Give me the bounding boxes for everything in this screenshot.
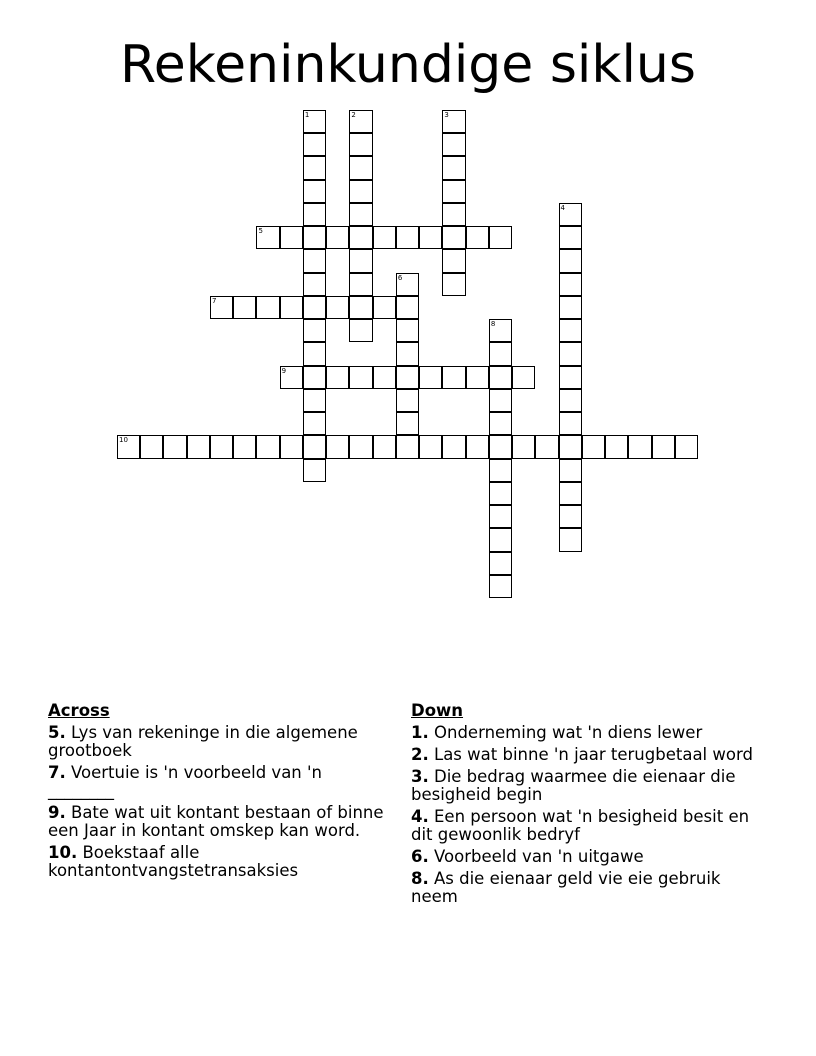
grid-cell[interactable] (349, 435, 372, 458)
grid-cell[interactable] (280, 296, 303, 319)
grid-cell[interactable] (210, 435, 233, 458)
grid-cell[interactable] (373, 435, 396, 458)
grid-cell[interactable] (326, 435, 349, 458)
cell-number: 9 (281, 366, 287, 375)
across-clue-5 (48, 724, 388, 760)
grid-cell[interactable] (396, 435, 419, 458)
grid-cell[interactable] (582, 435, 605, 458)
grid-cell[interactable] (210, 296, 233, 319)
grid-cell[interactable] (489, 435, 512, 458)
clue-text: Las wat binne 'n jaar terugbetaal word (434, 745, 753, 764)
down-clue-2 (411, 746, 756, 764)
grid-cell[interactable] (187, 435, 210, 458)
grid-cell[interactable] (442, 180, 465, 203)
grid-cell[interactable] (419, 226, 442, 249)
clue-number: 4. (411, 807, 429, 826)
grid-cell[interactable] (303, 273, 326, 296)
grid-cell[interactable] (303, 226, 326, 249)
grid-cell[interactable] (303, 110, 326, 133)
grid-cell[interactable] (396, 412, 419, 435)
across-clue-10 (48, 844, 388, 880)
clue-number: 7. (48, 763, 66, 782)
grid-cell[interactable] (489, 528, 512, 551)
cell-number: 6 (397, 273, 403, 282)
grid-cell[interactable] (303, 296, 326, 319)
grid-cell[interactable] (442, 156, 465, 179)
clue-text: As die eienaar geld vie eie gebruik neem (411, 869, 721, 906)
cell-number: 5 (258, 227, 263, 236)
grid-cell[interactable] (442, 226, 465, 249)
grid-cell[interactable] (396, 273, 419, 296)
grid-cell[interactable] (303, 342, 326, 365)
grid-cell[interactable] (442, 366, 465, 389)
grid-cell[interactable] (349, 296, 372, 319)
grid-cell[interactable] (559, 273, 582, 296)
grid-cell[interactable] (489, 389, 512, 412)
grid-cell[interactable] (559, 435, 582, 458)
grid-cell[interactable] (489, 459, 512, 482)
grid-cell[interactable] (605, 435, 628, 458)
grid-cell[interactable] (442, 435, 465, 458)
grid-cell[interactable] (349, 319, 372, 342)
grid-cell[interactable] (559, 366, 582, 389)
grid-cell[interactable] (489, 366, 512, 389)
grid-cell[interactable] (349, 110, 372, 133)
grid-cell[interactable] (349, 156, 372, 179)
clue-number: 6. (411, 847, 429, 866)
across-heading: Across (48, 701, 110, 720)
grid-cell[interactable] (373, 226, 396, 249)
grid-cell[interactable] (303, 203, 326, 226)
grid-cell[interactable] (466, 435, 489, 458)
clue-number: 8. (411, 869, 429, 888)
down-clues (411, 702, 756, 910)
grid-cell[interactable] (489, 412, 512, 435)
grid-cell[interactable] (303, 249, 326, 272)
grid-cell[interactable] (512, 435, 535, 458)
grid-cell[interactable] (559, 528, 582, 551)
grid-cell[interactable] (256, 226, 279, 249)
clue-text: Onderneming wat 'n diens lewer (434, 723, 703, 742)
down-heading: Down (411, 701, 464, 720)
grid-cell[interactable] (466, 226, 489, 249)
grid-cell[interactable] (349, 203, 372, 226)
clue-number: 1. (411, 723, 429, 742)
grid-cell[interactable] (280, 435, 303, 458)
grid-cell[interactable] (303, 412, 326, 435)
grid-cell[interactable] (559, 412, 582, 435)
grid-cell[interactable] (559, 389, 582, 412)
clue-number: 5. (48, 723, 66, 742)
cell-number: 8 (490, 320, 496, 329)
clue-text: Die bedrag waarmee die eienaar die besigheid begin (411, 767, 736, 804)
grid-cell[interactable] (489, 505, 512, 528)
grid-cell[interactable] (675, 435, 698, 458)
cell-number: 4 (560, 203, 566, 212)
grid-cell[interactable] (559, 249, 582, 272)
grid-cell[interactable] (559, 296, 582, 319)
grid-cell[interactable] (466, 366, 489, 389)
across-clue-9 (48, 804, 388, 840)
grid-cell[interactable] (396, 319, 419, 342)
clue-text: Voertuie is 'n voorbeeld van 'n ________ (48, 763, 322, 800)
across-clues (48, 702, 388, 884)
grid-cell[interactable] (326, 296, 349, 319)
grid-cell[interactable] (559, 342, 582, 365)
grid-cell[interactable] (396, 389, 419, 412)
page-title: Rekeninkundige siklus (120, 35, 696, 95)
cell-number: 7 (211, 296, 217, 305)
down-clue-8 (411, 870, 756, 906)
clue-number: 2. (411, 745, 429, 764)
grid-cell[interactable] (419, 366, 442, 389)
grid-cell[interactable] (303, 133, 326, 156)
grid-cell[interactable] (489, 552, 512, 575)
cell-number: 1 (304, 111, 310, 119)
grid-cell[interactable] (303, 319, 326, 342)
grid-cell[interactable] (512, 366, 535, 389)
grid-cell[interactable] (442, 273, 465, 296)
grid-cell[interactable] (396, 226, 419, 249)
grid-cell[interactable] (303, 366, 326, 389)
grid-cell[interactable] (326, 366, 349, 389)
clue-number: 3. (411, 767, 429, 786)
grid-cell[interactable] (559, 482, 582, 505)
grid-cell[interactable] (442, 203, 465, 226)
grid-cell[interactable] (349, 273, 372, 296)
grid-cell[interactable] (489, 575, 512, 598)
grid-cell[interactable] (652, 435, 675, 458)
grid-cell[interactable] (489, 226, 512, 249)
cell-number: 3 (444, 111, 449, 119)
grid-cell[interactable] (140, 435, 163, 458)
down-clue-1 (411, 724, 756, 742)
grid-cell[interactable] (303, 180, 326, 203)
clue-text: Boekstaaf alle kontantontvangstetransaksies (48, 843, 299, 880)
grid-cell[interactable] (559, 459, 582, 482)
grid-cell[interactable] (628, 435, 651, 458)
clue-text: Lys van rekeninge in die algemene grootboek (48, 723, 358, 760)
grid-cell[interactable] (559, 226, 582, 249)
down-clue-4 (411, 808, 756, 844)
grid-cell[interactable] (349, 180, 372, 203)
clue-text: Een persoon wat 'n besigheid besit en dit gewoonlik bedryf (411, 807, 750, 844)
grid-cell[interactable] (559, 203, 582, 226)
grid-cell[interactable] (442, 133, 465, 156)
grid-cell[interactable] (535, 435, 558, 458)
grid-cell[interactable] (349, 133, 372, 156)
grid-cell[interactable] (396, 342, 419, 365)
grid-cell[interactable] (396, 296, 419, 319)
grid-cell[interactable] (489, 482, 512, 505)
grid-cell[interactable] (303, 459, 326, 482)
grid-cell[interactable] (280, 226, 303, 249)
grid-cell[interactable] (233, 435, 256, 458)
cell-number: 10 (119, 436, 128, 445)
grid-cell[interactable] (326, 226, 349, 249)
grid-cell[interactable] (396, 366, 419, 389)
grid-cell[interactable] (303, 389, 326, 412)
grid-cell[interactable] (280, 366, 303, 389)
grid-cell[interactable] (117, 435, 140, 458)
grid-cell[interactable] (303, 435, 326, 458)
grid-cell[interactable] (489, 319, 512, 342)
grid-cell[interactable] (373, 366, 396, 389)
clue-number: 9. (48, 803, 66, 822)
cell-number: 2 (351, 111, 356, 119)
grid-cell[interactable] (233, 296, 256, 319)
grid-cell[interactable] (163, 435, 186, 458)
grid-cell[interactable] (256, 435, 279, 458)
grid-cell[interactable] (349, 366, 372, 389)
down-clue-3 (411, 768, 756, 804)
grid-cell[interactable] (303, 156, 326, 179)
grid-cell[interactable] (419, 435, 442, 458)
grid-cell[interactable] (256, 296, 279, 319)
across-clue-7 (48, 764, 388, 800)
clue-number: 10. (48, 843, 78, 862)
grid-cell[interactable] (349, 226, 372, 249)
grid-cell[interactable] (489, 342, 512, 365)
grid-cell[interactable] (442, 249, 465, 272)
grid-cell[interactable] (559, 319, 582, 342)
clue-text: Bate wat uit kontant bestaan of binne een Jaar in kontant omskep kan word. (48, 803, 384, 840)
grid-cell[interactable] (373, 296, 396, 319)
down-clue-6 (411, 848, 756, 866)
clue-text: Voorbeeld van 'n uitgawe (434, 847, 644, 866)
grid-cell[interactable] (559, 505, 582, 528)
grid-cell[interactable] (349, 249, 372, 272)
grid-cell[interactable] (442, 110, 465, 133)
